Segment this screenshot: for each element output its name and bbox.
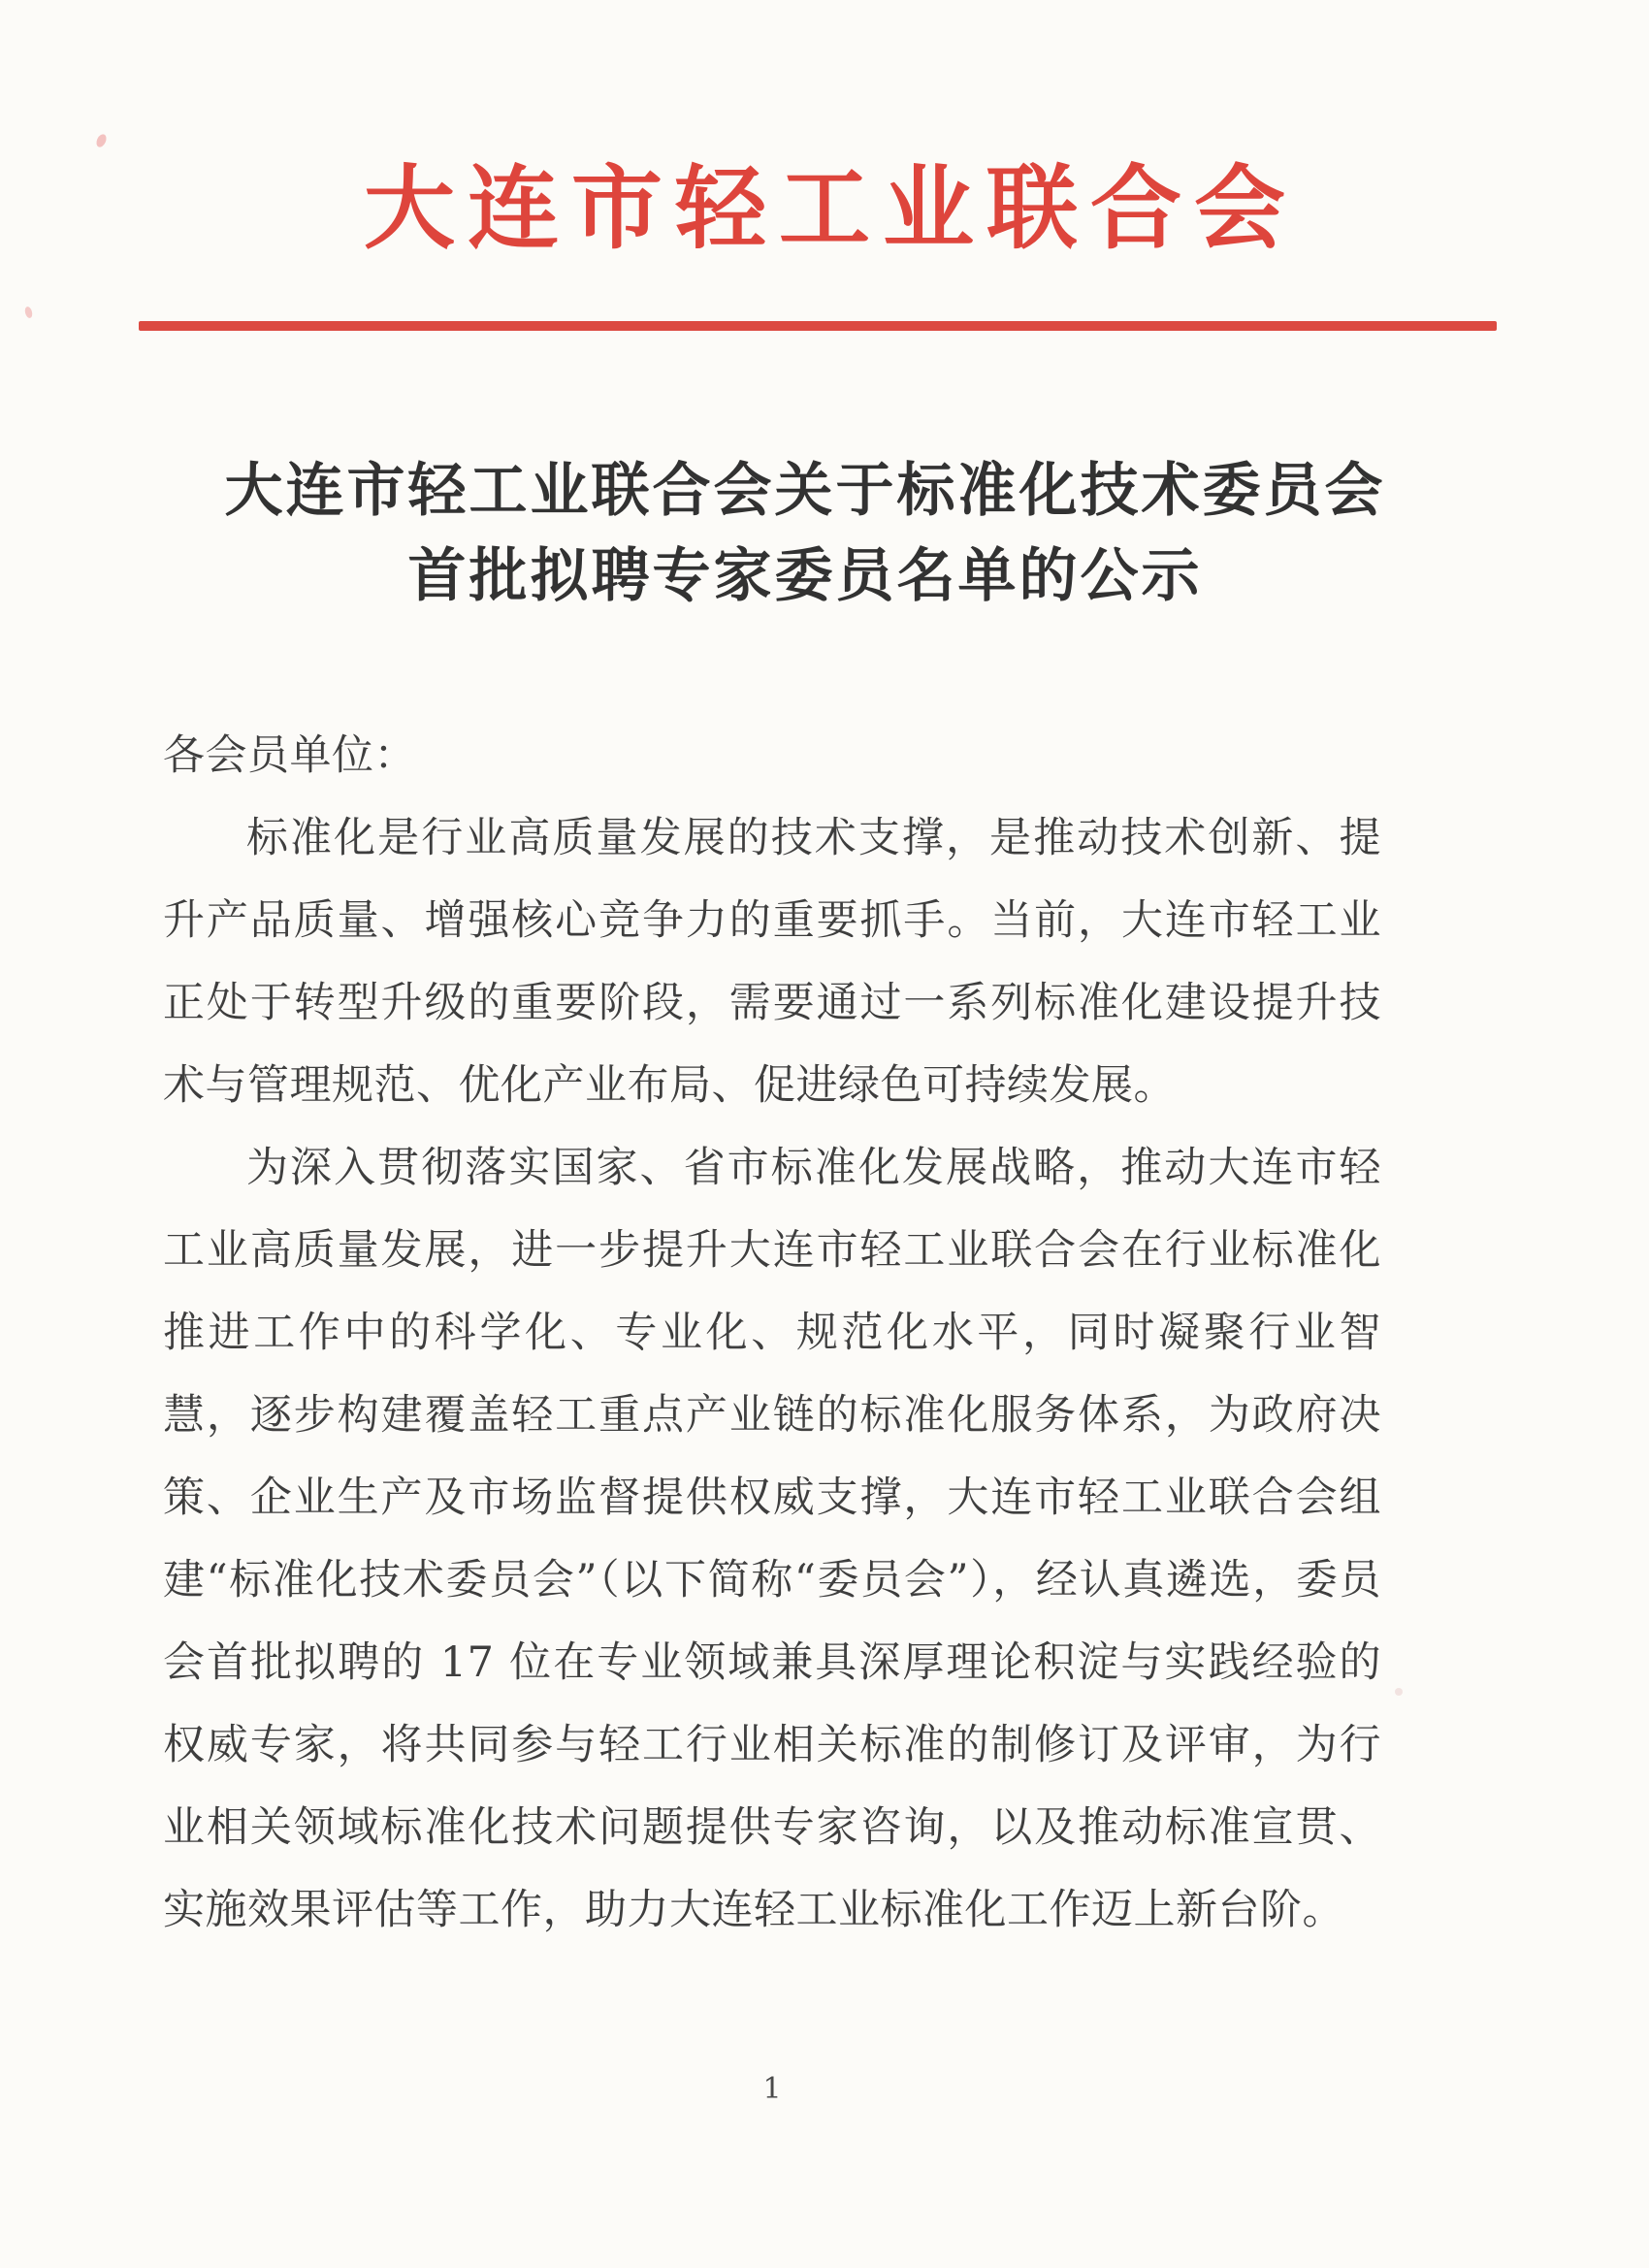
- document-body: [163, 715, 1381, 1952]
- document-title-line-2: 首批拟聘专家委员名单的公示: [407, 542, 1203, 610]
- scan-artifact: [24, 306, 34, 318]
- salutation: 各会员单位：: [163, 731, 416, 780]
- letterhead-org-name: 大连市轻工业联合会: [363, 155, 1298, 262]
- body-paragraph-1: 标准化是行业高质量发展的技术支撑，是推动技术创新、提升产品质量、增强核心竞争力的重要抓手。当前，大连市轻工业正处于转型升级的重要阶段，需要通过一系列标准化建设提升技术与管理规范、优化产业布局、促进绿色可持续发展。: [163, 814, 1381, 1110]
- letterhead-rule: [139, 321, 1497, 331]
- document-title-line-1: 大连市轻工业联合会关于标准化技术委员会: [224, 457, 1386, 525]
- scan-artifact: [94, 133, 108, 148]
- scan-artifact: [1395, 1688, 1403, 1696]
- body-paragraph-2: 为深入贯彻落实国家、省市标准化发展战略，推动大连市轻工业高质量发展，进一步提升大连市轻工业联合会在行业标准化推进工作中的科学化、专业化、规范化水平，同时凝聚行业智慧，逐步构建覆盖轻工重点产业链的标准化服务体系，为政府决策、企业生产及市场监督提供权威支撑，大连市轻工业联合会组建“标准化技术委员会”（以下简称“委员会”），经认真遴选，委员会首批拟聘的 17 位在专业领域兼具深厚理论积淀与实践经验的权威专家，将共同参与轻工行业相关标准的制修订及评审，为行业相关领域标准化技术问题提供专家咨询，以及推动标准宣贯、实施效果评估等工作，助力大连轻工业标准化工作迈上新台阶。: [163, 1144, 1381, 1934]
- page-number: 1: [762, 2072, 782, 2106]
- document-title: [0, 448, 1610, 619]
